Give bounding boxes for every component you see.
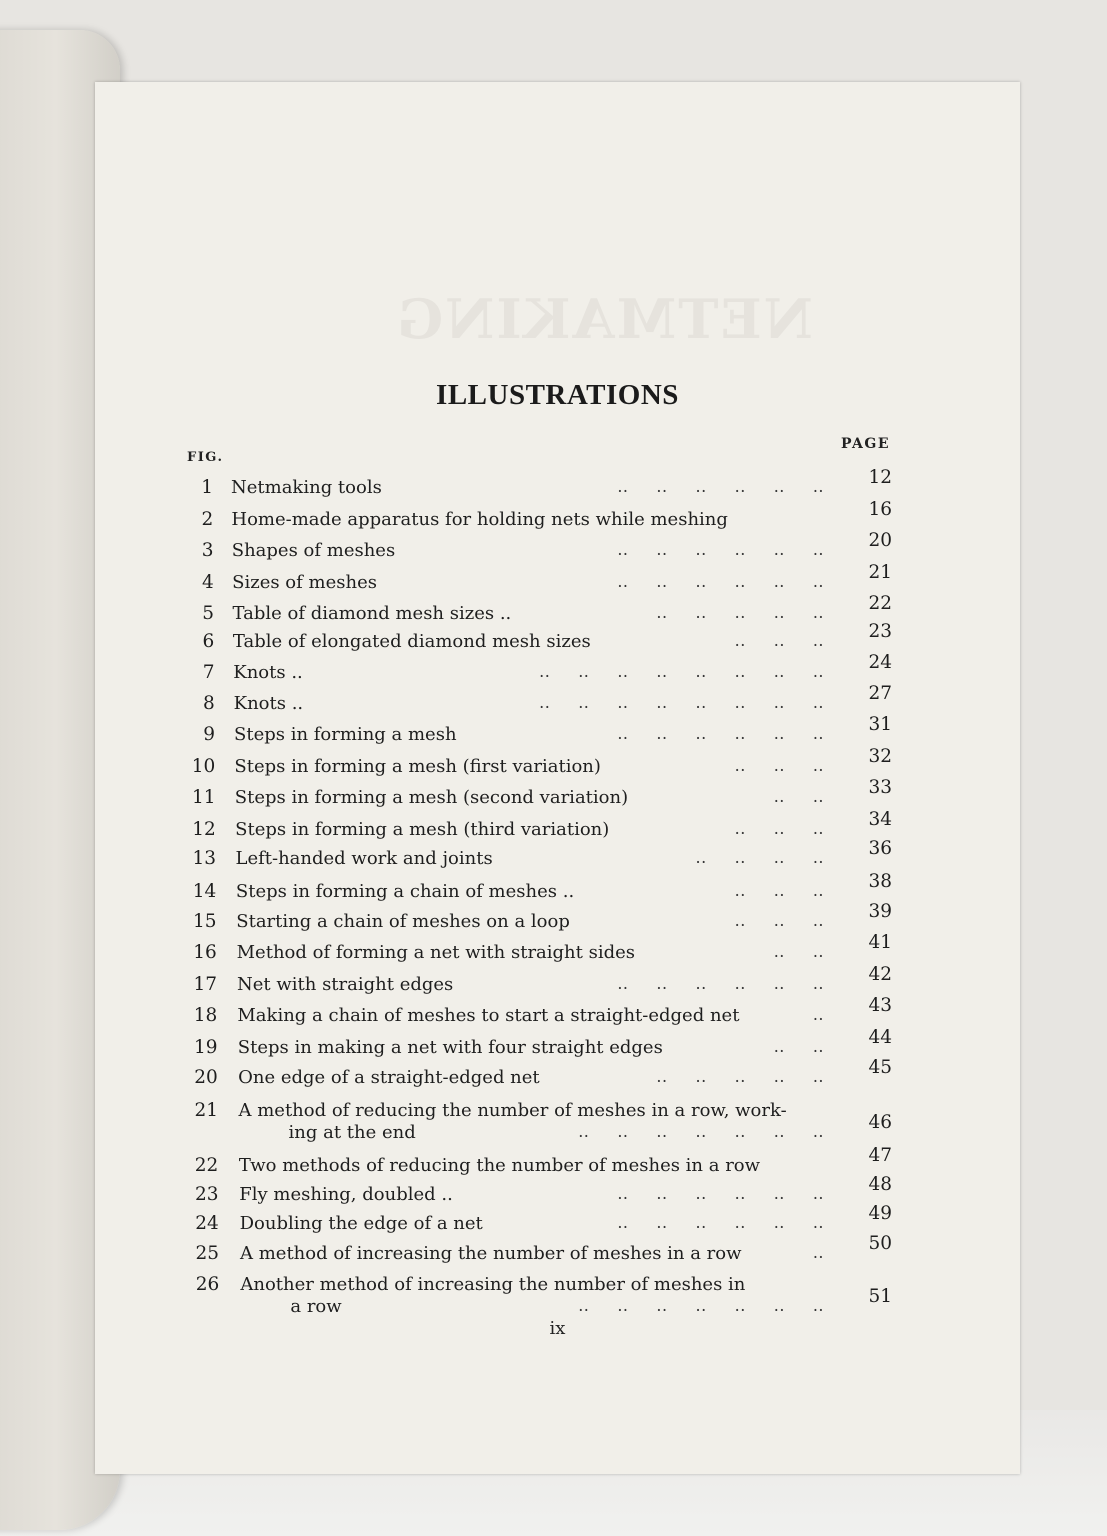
fig-title: Doubling the edge of a net <box>239 1213 483 1234</box>
fig-title: Left-handed work and joints <box>235 848 493 869</box>
fig-number: 12 <box>192 819 216 840</box>
dot-leader: .. .. .. .. .. .. <box>617 1184 824 1203</box>
dot-leader: .. .. .. <box>734 881 824 900</box>
fig-number: 3 <box>201 540 214 561</box>
page-reference: 22 <box>868 593 892 614</box>
page-reference: 34 <box>868 809 892 830</box>
page-reference: 12 <box>868 467 892 488</box>
fig-title: Knots .. <box>233 662 303 683</box>
page-number: ix <box>549 1318 566 1339</box>
fig-title-continuation: ing at the end <box>288 1122 416 1143</box>
page-reference: 47 <box>868 1145 892 1166</box>
dot-leader: .. .. .. <box>734 911 824 930</box>
fig-title: Sizes of meshes <box>232 572 377 593</box>
page-reference: 38 <box>868 871 892 892</box>
fig-number: 4 <box>201 572 214 593</box>
dot-leader: .. .. .. .. .. .. <box>617 540 824 559</box>
page-reference: 46 <box>868 1112 892 1133</box>
dot-leader: .. .. <box>773 942 824 961</box>
fig-title: Two methods of reducing the number of meshes in a row <box>238 1155 761 1176</box>
page-reference: 33 <box>868 777 892 798</box>
fig-number: 7 <box>202 662 215 683</box>
fig-title: Home-made apparatus for holding nets while meshing <box>231 509 728 530</box>
fig-title: Steps in making a net with four straight edges <box>237 1037 663 1058</box>
fig-number: 19 <box>193 1037 218 1058</box>
fig-number: 17 <box>193 974 217 995</box>
page-reference: 20 <box>868 530 892 551</box>
illustrations-list <box>95 82 1020 1474</box>
dot-leader: .. .. .. .. .. <box>656 1067 824 1086</box>
page-reference: 43 <box>868 995 892 1016</box>
fig-title: A method of increasing the number of meshes in a row <box>240 1243 742 1264</box>
fig-number: 15 <box>192 911 217 932</box>
page-reference: 49 <box>868 1203 892 1224</box>
fig-title: Fly meshing, doubled .. <box>239 1184 453 1205</box>
fig-title: Another method of increasing the number of meshes in <box>240 1274 746 1295</box>
page-title: ILLUSTRATIONS <box>436 379 679 411</box>
fig-number: 22 <box>194 1155 219 1176</box>
fig-number: 23 <box>194 1184 219 1205</box>
page-reference: 31 <box>868 714 892 735</box>
fig-number: 2 <box>201 509 214 530</box>
page-reference: 45 <box>868 1057 892 1078</box>
dot-leader: .. .. .. .. .. .. .. .. <box>539 693 824 712</box>
fig-number: 13 <box>192 848 216 869</box>
fig-title: Steps in forming a mesh <box>234 724 457 745</box>
page-reference: 24 <box>868 652 892 673</box>
dot-leader: .. .. <box>773 1037 824 1056</box>
fig-title: Table of elongated diamond mesh sizes <box>232 631 591 652</box>
fig-number: 25 <box>195 1243 219 1264</box>
fig-number: 10 <box>191 756 216 777</box>
dot-leader: .. .. <box>773 787 824 806</box>
fig-title: Steps in forming a mesh (second variation) <box>234 787 629 808</box>
fig-title: Table of diamond mesh sizes .. <box>232 603 512 624</box>
dot-leader: .. .. .. .. .. .. <box>617 477 824 496</box>
dot-leader: .. .. .. .. .. .. <box>617 974 824 993</box>
fig-number: 24 <box>195 1213 219 1234</box>
fig-title: A method of reducing the number of meshes in a row, work- <box>238 1100 787 1121</box>
fig-title: Steps in forming a mesh (third variation) <box>235 819 610 840</box>
bleed-through-heading: NETMAKING <box>395 287 814 351</box>
dot-leader: .. .. .. .. .. .. .. <box>578 1122 824 1141</box>
dot-leader: .. .. .. .. .. .. .. .. <box>539 662 824 681</box>
page-reference: 44 <box>868 1027 892 1048</box>
fig-number: 1 <box>201 477 213 498</box>
dot-leader: .. .. .. .. .. <box>656 603 824 622</box>
page-reference: 42 <box>868 964 892 985</box>
fig-number: 11 <box>191 787 216 808</box>
fig-number: 14 <box>192 881 217 902</box>
dot-leader: .. .. .. .. .. .. .. <box>578 1296 824 1315</box>
fig-title: Knots .. <box>233 693 304 714</box>
fig-number: 8 <box>202 693 215 714</box>
fig-title-continuation: a row <box>290 1296 342 1317</box>
dot-leader: .. .. .. <box>734 756 824 775</box>
page-reference: 39 <box>868 901 892 922</box>
fig-number: 21 <box>194 1100 218 1121</box>
dot-leader: .. .. .. .. .. .. <box>617 1213 824 1232</box>
page-reference: 16 <box>868 499 892 520</box>
dot-leader: .. .. .. .. <box>695 848 824 867</box>
fig-number: 20 <box>194 1067 218 1088</box>
fig-number: 9 <box>203 724 215 745</box>
dot-leader: .. .. .. .. .. .. <box>617 572 824 591</box>
dot-leader: .. .. .. .. .. .. <box>617 724 824 743</box>
fig-number: 18 <box>193 1005 218 1026</box>
fig-number: 26 <box>195 1274 220 1295</box>
fig-title: Steps in forming a mesh (first variation) <box>234 756 601 777</box>
fig-number: 16 <box>193 942 217 963</box>
page-reference: 48 <box>868 1174 892 1195</box>
page-reference: 23 <box>868 621 892 642</box>
page-reference: 41 <box>868 932 892 953</box>
page-reference: 36 <box>868 838 892 859</box>
page-reference: 21 <box>868 562 892 583</box>
fig-title: Net with straight edges <box>237 974 454 995</box>
dot-leader: .. <box>812 1005 824 1024</box>
fig-number: 6 <box>202 631 215 652</box>
fig-title: One edge of a straight-edged net <box>238 1067 540 1088</box>
dot-leader: .. .. .. <box>734 631 824 650</box>
fig-title: Shapes of meshes <box>231 540 396 561</box>
page-reference: 27 <box>868 683 892 704</box>
dot-leader: .. .. .. <box>734 819 824 838</box>
page-column-header: PAGE <box>841 436 890 452</box>
fig-title: Starting a chain of meshes on a loop <box>236 911 570 932</box>
page-reference: 51 <box>868 1286 892 1307</box>
fig-title: Making a chain of meshes to start a straight-edged net <box>237 1005 740 1026</box>
dot-leader: .. <box>812 1243 824 1262</box>
fig-number: 5 <box>202 603 214 624</box>
fig-title: Netmaking tools <box>231 477 382 498</box>
page-reference: 50 <box>868 1233 892 1254</box>
fig-column-header: FIG. <box>187 450 224 465</box>
page-reference: 32 <box>868 746 892 767</box>
fig-title: Steps in forming a chain of meshes .. <box>235 881 575 902</box>
fig-title: Method of forming a net with straight sides <box>236 942 636 963</box>
book-page <box>95 82 1020 1474</box>
